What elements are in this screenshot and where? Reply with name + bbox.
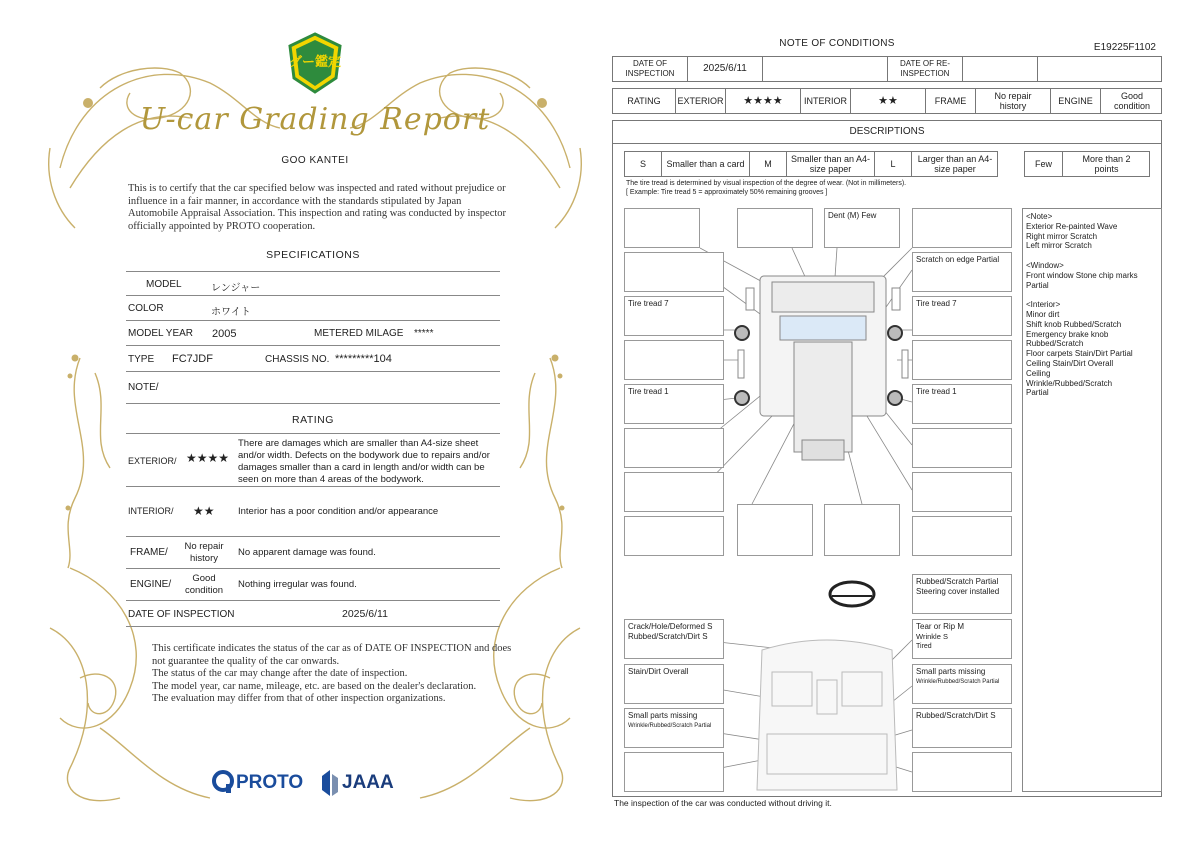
date-of-inspection-value: 2025/6/11 (688, 57, 763, 81)
interior-box-1-left (624, 619, 724, 659)
rating-row-frame (126, 537, 500, 569)
interior-stars: ★★ (851, 89, 926, 113)
exterior-box (624, 516, 724, 556)
certificate-intro: This is to certify that the car specified below was inspected and rated without prejudice or influence in a fair manner, in accordance with the standards stipulated by Japan Automobile Appraisal Association. This inspection and rating was conducted by inspector officially appointed by PROTO cooperation. (128, 183, 507, 232)
interior-box-2-left: Stain/Dirt Overall (624, 664, 724, 704)
specifications-heading: SPECIFICATIONS (266, 249, 360, 261)
color-label: COLOR (128, 303, 164, 314)
type-value: FC7JDF (172, 353, 213, 365)
engine-label: ENGINE/ (130, 579, 172, 590)
interior-1-right-line2: Wrinkle S (916, 632, 948, 641)
spec-row-color (126, 296, 500, 321)
frame-value: No repair history (976, 89, 1051, 113)
interior-1-right-line3: Tired (916, 643, 932, 650)
goo-kantei-logo (286, 32, 344, 94)
engine-value: Good condition (1113, 91, 1151, 111)
color-value: ホワイト (211, 307, 251, 318)
exterior-box (624, 340, 724, 380)
truck-exterior-diagram (738, 276, 908, 460)
interior-2-right-line1: Small parts missing (916, 667, 986, 676)
proto-brand: PROTO (236, 772, 304, 793)
inspection-date-value: 2025/6/11 (342, 608, 388, 620)
exterior-box-scratch: Scratch on edge Partial (912, 252, 1012, 292)
interior-stars: ★★ (193, 504, 215, 518)
legend-few-text: More than 2 points (1082, 154, 1131, 174)
jaaa-brand: JAAA (342, 772, 394, 793)
exterior-box (912, 472, 1012, 512)
exterior-box (737, 504, 813, 556)
rating-label: RATING (613, 89, 676, 113)
rating-row-date (126, 601, 500, 627)
exterior-box (624, 252, 724, 292)
spec-row-year (126, 321, 500, 346)
notes-panel: <Note> Exterior Re-painted Wave Right mirror Scratch Left mirror Scratch <Window> Front window Stone chip marks Partial <Interior> Minor dirt Shift knob Rubbed/Scratch Emergency brake knob Rubbed/Scratch Floor carpets Stain/Dirt Partial Ceiling Stain/Dirt Overall Ceiling Wrinkle/Rubbed/Scratch Partial (1022, 208, 1162, 792)
grading-certificate (40, 28, 590, 828)
exterior-description: There are damages which are smaller than A4-size sheet and/or width. Defects on the bodywork due to repairs and/or damages smaller than a card in length and/or width can be seen on more than 4 areas of the bodywork. (238, 438, 490, 485)
exterior-box (824, 504, 900, 556)
model-label: MODEL (146, 279, 182, 290)
date-of-inspection-label: DATE OF INSPECTION (613, 57, 688, 81)
proto-logo-icon (212, 770, 234, 794)
interior-3-left-line2: Wrinkle/Rubbed/Scratch Partial (628, 723, 712, 729)
legend-m: M (750, 152, 787, 176)
rating-row-engine (126, 569, 500, 601)
interior-2-right-line2: Wrinkle/Rubbed/Scratch Partial (916, 679, 1000, 685)
interior-box-3-right: Rubbed/Scratch/Dirt S (912, 708, 1012, 748)
few-legend (1024, 151, 1150, 177)
rating-heading: RATING (292, 414, 334, 426)
steering-wheel-icon (830, 582, 874, 606)
re-inspection-label: DATE OF RE-INSPECTION (888, 57, 963, 81)
model-year-label: MODEL YEAR (128, 328, 194, 339)
exterior-box (912, 516, 1012, 556)
exterior-label: EXTERIOR/ (128, 456, 177, 466)
exterior-box-dent: Dent (M) Few (824, 208, 900, 248)
legend-l: L (875, 152, 912, 176)
engine-value: Good condition (184, 573, 224, 596)
mileage-label: METERED MILAGE (314, 328, 404, 339)
conditions-footer: The inspection of the car was conducted without driving it. (614, 798, 832, 808)
conditions-title: NOTE OF CONDITIONS (779, 38, 895, 49)
interior-box-2-right (912, 664, 1012, 704)
frame-description: No apparent damage was found. (238, 547, 376, 558)
rating-row-exterior (126, 433, 500, 487)
rating-row-interior (126, 487, 500, 537)
logo-text: グー鑑定 (288, 55, 342, 70)
model-value: レンジャー (211, 283, 261, 294)
truck-interior-diagram (757, 640, 897, 790)
spec-row-type (126, 346, 500, 372)
exterior-label: EXTERIOR (676, 89, 726, 113)
note-of-conditions (612, 30, 1164, 820)
interior-label: INTERIOR/ (128, 506, 174, 516)
interior-1-left-line1: Crack/Hole/Deformed S (628, 622, 713, 631)
engine-label: ENGINE (1051, 89, 1101, 113)
spec-row-note (126, 372, 500, 404)
interior-1-right-line1: Tear or Rip M (916, 622, 965, 631)
exterior-box (912, 428, 1012, 468)
certificate-title: U-car Grading Report (139, 102, 491, 137)
frame-value: No repair history (184, 541, 224, 564)
tire-rear-right-box: Tire tread 1 (912, 384, 1012, 424)
model-year-value: 2005 (212, 328, 237, 340)
legend-l-text: Larger than an A4-size paper (917, 154, 993, 174)
chassis-label: CHASSIS NO. (265, 354, 330, 365)
certificate-footer: This certificate indicates the status of the car as of DATE OF INSPECTION and does not guarantee the quality of the car onwards. The status of the car may change after the date of inspection. The model year, car name, mileage, etc. are based on the dealer's declaration. The evaluation may differ from that of other inspection organizations. (152, 643, 512, 704)
re-inspection-blank (1038, 57, 1163, 81)
type-label: TYPE (128, 354, 155, 365)
legend-few: Few (1025, 152, 1063, 176)
gold-ornament-frame (40, 28, 590, 828)
exterior-stars: ★★★★ (186, 451, 230, 465)
chassis-value: *********104 (335, 353, 392, 365)
exterior-box (624, 428, 724, 468)
exterior-box (912, 208, 1012, 248)
exterior-stars: ★★★★ (726, 89, 801, 113)
steering-box: Rubbed/Scratch Partial Steering cover installed (912, 574, 1012, 614)
exterior-box (624, 472, 724, 512)
tread-note-1: The tire tread is determined by visual inspection of the degree of wear. (Not in millimeters). (626, 180, 907, 187)
legend-s: S (625, 152, 662, 176)
tire-front-left-box: Tire tread 7 (624, 296, 724, 336)
exterior-box (624, 208, 700, 248)
engine-description: Nothing irregular was found. (238, 579, 357, 590)
legend-m-text: Smaller than an A4-size paper (787, 152, 875, 176)
spec-row-model (126, 271, 500, 296)
interior-label: INTERIOR (801, 89, 851, 113)
interior-box (624, 752, 724, 792)
tire-rear-left-box: Tire tread 1 (624, 384, 724, 424)
descriptions-heading: DESCRIPTIONS (612, 120, 1162, 144)
document-id: E19225F1102 (1093, 42, 1156, 53)
tread-note-2: [ Example: Tire tread 5 = approximately 50% remaining grooves ] (626, 189, 828, 196)
note-label: NOTE/ (128, 382, 159, 393)
interior-box-1-right (912, 619, 1012, 659)
exterior-box (912, 340, 1012, 380)
interior-description: Interior has a poor condition and/or appearance (238, 506, 439, 517)
interior-1-left-line2: Rubbed/Scratch/Dirt S (628, 632, 708, 641)
exterior-box (737, 208, 813, 248)
jaaa-logo-icon (320, 770, 340, 796)
legend-s-text: Smaller than a card (662, 152, 750, 176)
inspection-date-label: DATE OF INSPECTION (128, 609, 235, 620)
mileage-value: ***** (414, 328, 434, 339)
frame-label: FRAME/ (130, 547, 168, 558)
interior-3-left-line1: Small parts missing (628, 711, 698, 720)
interior-box-3-left (624, 708, 724, 748)
tire-front-right-box: Tire tread 7 (912, 296, 1012, 336)
certificate-subtitle: GOO KANTEI (281, 155, 349, 166)
interior-box (912, 752, 1012, 792)
frame-label: FRAME (926, 89, 976, 113)
